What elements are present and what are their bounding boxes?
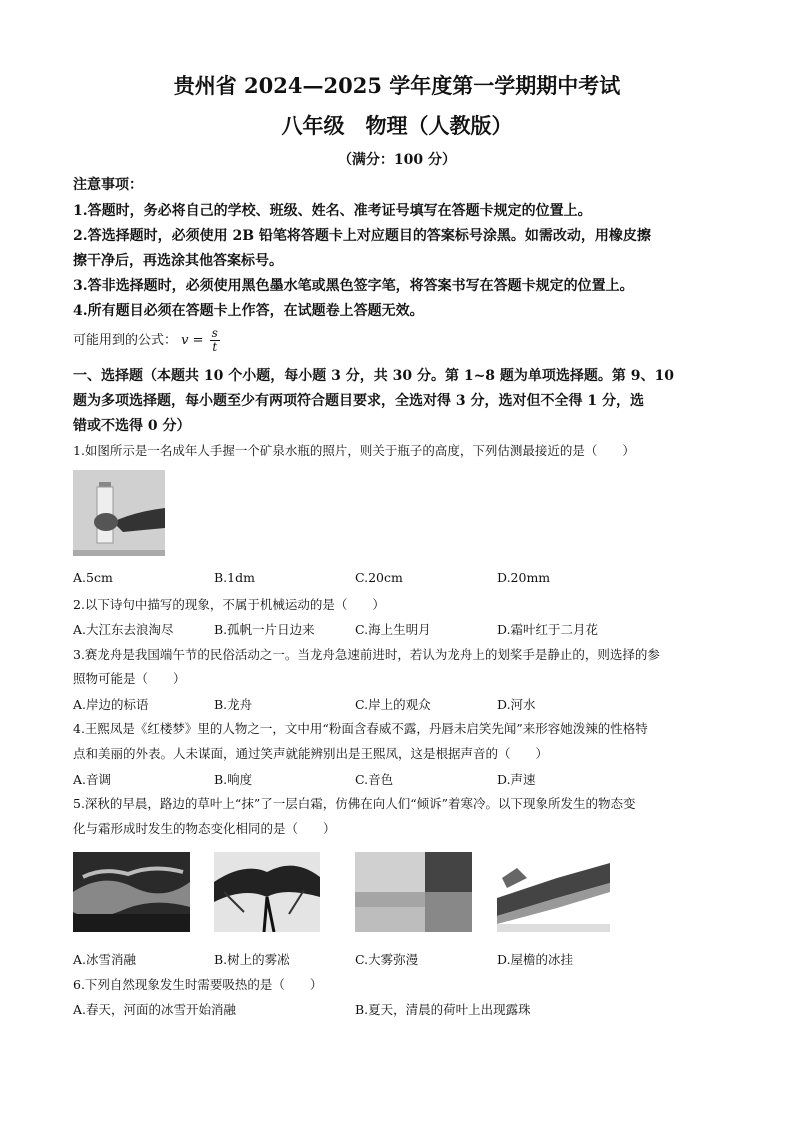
water-bottle-photo <box>73 470 165 556</box>
notice-item-2-cont: 擦干净后，再选涂其他答案标号。 <box>73 253 283 269</box>
question-3-option-b: B.龙舟 <box>214 697 253 712</box>
question-6-option-a: A.春天，河面的冰雪开始消融 <box>73 1002 237 1017</box>
icicle-eaves-photo <box>497 858 610 932</box>
question-2-option-c: C.海上生明月 <box>355 622 431 637</box>
question-1-option-b: B.1dm <box>214 570 255 585</box>
notice-heading: 注意事项： <box>73 177 143 193</box>
formula-line <box>73 327 220 354</box>
question-2-option-a: A.大江东去浪淘尽 <box>73 622 174 637</box>
formula-numerator: s <box>211 326 218 340</box>
formula-fraction <box>210 327 220 354</box>
question-3-option-d: D.河水 <box>497 697 536 712</box>
question-5-photo-d <box>497 858 610 932</box>
question-3-option-c: C.岸上的观众 <box>355 697 431 712</box>
section1-line-3: 错或不选得 0 分） <box>73 418 191 434</box>
question-5-option-c: C.大雾弥漫 <box>355 952 419 967</box>
question-4-option-c: C.音色 <box>355 772 394 787</box>
question-4-stem-line-2: 点和美丽的外表。人未谋面，通过笑声就能辨别出是王熙凤，这是根据声音的（ ） <box>73 746 549 761</box>
question-5-photo-c <box>355 852 472 932</box>
notice-item-1: 1.答题时，务必将自己的学校、班级、姓名、准考证号填写在答题卡规定的位置上。 <box>73 203 592 219</box>
question-4-option-b: B.响度 <box>214 772 253 787</box>
exam-subtitle: 八年级 物理（人教版） <box>281 113 513 138</box>
question-1-photo <box>73 470 165 556</box>
question-6-option-b: B.夏天，清晨的荷叶上出现露珠 <box>355 1002 531 1017</box>
question-1-stem: 1.如图所示是一名成年人手握一个矿泉水瓶的照片，则关于瓶子的高度，下列估测最接近的是（ ） <box>73 443 635 458</box>
notice-item-3: 3.答非选择题时，必须使用黑色墨水笔或黑色签字笔，将答案书写在答题卡规定的位置上。 <box>73 278 634 294</box>
question-3-stem-line-1: 3.赛龙舟是我国端午节的民俗活动之一。当龙舟急速前进时，若认为龙舟上的划桨手是静止的，则选择的参 <box>73 647 660 662</box>
question-4-stem-line-1: 4.王熙凤是《红楼梦》里的人物之一，文中用“粉面含春威不露，丹唇未启笑先闻”来形容她泼辣的性格特 <box>73 721 648 736</box>
notice-item-4: 4.所有题目必须在答题卡上作答，在试题卷上答题无效。 <box>73 303 424 319</box>
question-5-option-b: B.树上的雾凇 <box>214 952 290 967</box>
rime-tree-photo <box>214 852 320 932</box>
notice-item-2: 2.答选择题时，必须使用 2B 铅笔将答题卡上对应题目的答案标号涂黑。如需改动，用橡皮擦 <box>73 228 651 244</box>
section1-line-1: 一、选择题（本题共 10 个小题，每小题 3 分，共 30 分。第 1~8 题为单项选择题。第 9、10 <box>73 368 675 384</box>
question-6-stem: 6.下列自然现象发生时需要吸热的是（ ） <box>73 977 323 992</box>
question-5-stem-line-2: 化与霜形成时发生的物态变化相同的是（ ） <box>73 821 336 836</box>
formula-lhs: v = <box>181 333 204 348</box>
question-2-stem: 2.以下诗句中描写的现象，不属于机械运动的是（ ） <box>73 597 385 612</box>
fog-photo <box>355 852 472 932</box>
exam-title: 贵州省 2024—2025 学年度第一学期期中考试 <box>173 73 621 98</box>
section1-line-2: 题为多项选择题，每小题至少有两项符合题目要求，全选对得 3 分，选对但不全得 1 分，选 <box>73 393 644 409</box>
question-5-option-d: D.屋檐的冰挂 <box>497 952 574 967</box>
melting-snow-photo <box>73 852 190 932</box>
question-5-photo-a <box>73 852 190 932</box>
question-4-option-a: A.音调 <box>73 772 112 787</box>
question-1-option-c: C.20cm <box>355 570 403 585</box>
formula-label: 可能用到的公式： <box>73 333 178 348</box>
full-score: （满分：100 分） <box>337 152 457 168</box>
question-3-option-a: A.岸边的标语 <box>73 697 149 712</box>
question-2-option-d: D.霜叶红于二月花 <box>497 622 599 637</box>
question-5-stem-line-1: 5.深秋的早晨，路边的草叶上“抹”了一层白霜，仿佛在向人们“倾诉”着寒冷。以下现象所发生的物态变 <box>73 796 636 811</box>
question-4-option-d: D.声速 <box>497 772 536 787</box>
question-5-photo-b <box>214 852 320 932</box>
formula-denominator: t <box>212 340 218 354</box>
question-1-option-d: D.20mm <box>497 570 551 585</box>
question-2-option-b: B.孤帆一片日边来 <box>214 622 315 637</box>
question-5-option-a: A.冰雪消融 <box>73 952 137 967</box>
question-3-stem-line-2: 照物可能是（ ） <box>73 671 186 686</box>
question-1-option-a: A.5cm <box>73 570 113 585</box>
